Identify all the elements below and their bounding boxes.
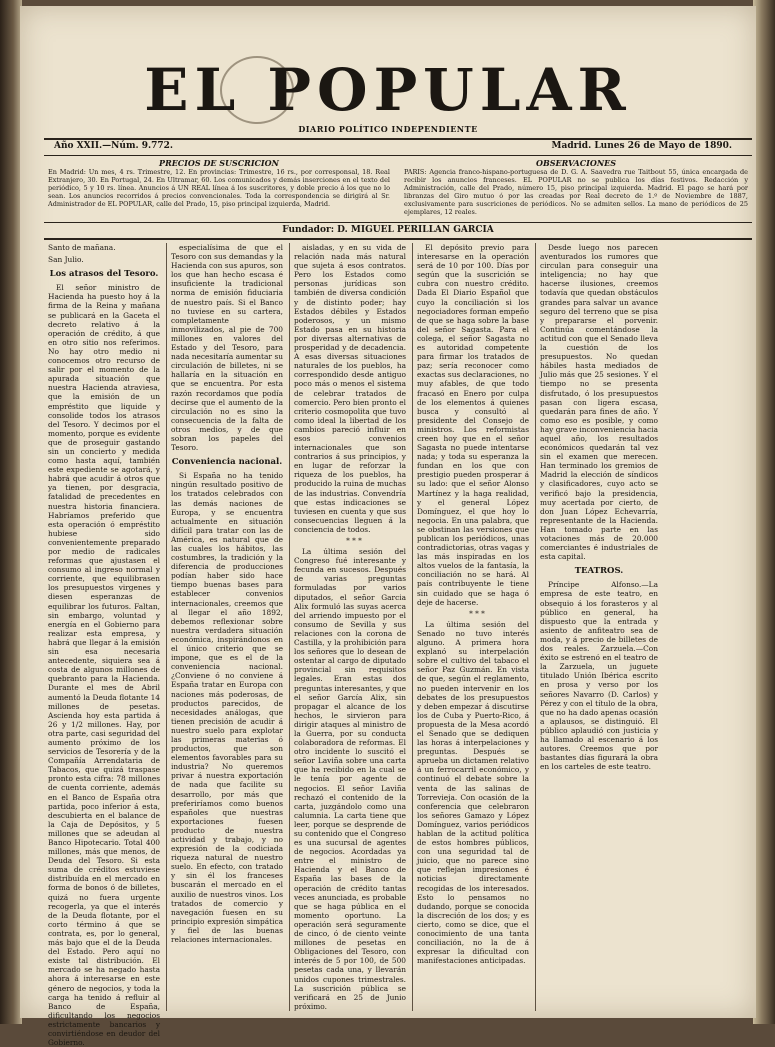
article-body: Desde luego nos parecen aventurados los rumores que circulan para conseguir una inteligencia; no hay que hacerse ilusiones, creemos todavía que quedan obstáculos grandes para salvar un avance seguro del terreno que se pisa y prepararse el porvenir. Continúa comentándose la actitud con que el Senado lleva la cuestión de los presupuestos. No quedan hábiles hasta mediados de Julio más que 25 sesiones. Y el tiempo no se presenta disfrutado, ó los presupuestos pasan con ligera escasa, quedarán para fines de año. Y como eso es posible, y como hay grave inconveniencia hacia aquel año, los resultados económicos quedarán tal vez sin el examen que merecen. Han terminado los gremios de Madrid la elección de síndicos y clasificadores, cuyo acto se verificó bajo la presidencia, muy acertada por cierto, de don Juan López Echevarría, representante de la Hacienda. Han tomado parte en las votaciones más de 20.000 comerciantes é industriales de esta capital. xyxy=(540,243,658,562)
column-3 xyxy=(294,243,406,1011)
article-body: La última sesión del Senado no tuvo interés alguno. A primera hora explanó su interpelación sobre el cultivo del tabaco el señor Paz Guzmán. En vista de que, según el reglamento, no pueden intervenir en los debates de los presupuestos y deben empezar á discutirse los de Cuba y Puerto-Rico, á propuesta de la Mesa acordó el Senado que se dediquen las horas á interpelaciones y preguntas. Después se aprueba un dictamen relativo á un ferrocarril económico, y continuó el debate sobre la venta de las salinas de Torrevieja. Con ocasión de la conferencia que celebraron los señores Gamazo y López Domínguez, varios periódicos hablan de la actitud política de estos hombres públicos, con una seguridad tal de juicio, que no parece sino que reflejan impresiones é noticias directamente recogidas de los interesados. Esto lo pensamos no dudando, porque se conocida la discreción de los dos; y es cierto, como se dice, que el conocimiento de una tanta conciliación, no la de á expresar la dificultad con manifestaciones anticipadas. xyxy=(417,619,529,966)
saint-name: San Julio. xyxy=(48,255,84,265)
rule-founder-top xyxy=(44,222,752,223)
observaciones-title: OBSERVACIONES xyxy=(535,158,617,168)
article-body: La última sesión del Congreso fué interesante y fecunda en sucesos. Después de varias preguntas formuladas por varios diputados, el señor Garcia Alix formuló las suyas acerca del arriendo impuesto por el consumo de Sevilla y sus relaciones con la corona de Castilla, y la prohibición para los señores que lo desean de ostentar al cargo de diputado provincial sin requisitos legales. Eran estas dos preguntas interesantes, y que el señor García Alix, sin propagar el alcance de los hechos, le sirvieron para dirigir ataques al ministro de la Guerra, por su conducta colaboradora de reformas. El otro incidente lo suscitó el señor Laviña sobre una carta que ha recibido en la cual se le tenía por agente de negocios. El señor Laviña rechazó el contenido de la carta, juzgándolo como una calumnia. La carta tiene que leer, porque se desprende de su contenido que el Congreso es una sucursal de agentes de negocios. Acordadas ya entre el ministro de Hacienda y el Banco de España las bases de la operación de crédito tantas veces anunciada, es probable que se haga pública en el momento oportuno. La operación será seguramente de cinco, ó de ciento veinte millones de pesetas en Obligaciones del Tesoro, con interés de 5 por 100, de 500 pesetas cada una, y llevarán unidos cupones trimestrales. La suscrición pública se verificará en 25 de Junio próximo. xyxy=(294,547,406,1011)
observaciones-text: PARIS: Agencia franco-hispano-portuguesa de D. G. A. Saavedra rue Taitbout 55, única encargada de recibir los anuncios franceses. EL POPULAR no se publica los días festivos. Redacción y Administración, calle del Prado, número 15, piso principal izquierda. Madrid. El pago se hará por libranzas del Giro mutuo ó por las creadas por Real decreto de 1.º de Noviembre de 1887, exclusivamente para suscriciones de periódicos. No se admiten sellos. La mano de periódicos de 25 ejemplares, 12 reales. xyxy=(404,168,748,216)
column-separator xyxy=(535,243,536,1011)
article-body: El señor ministro de Hacienda ha puesto hoy á la firma de la Reina y mañana se publicará en la Gaceta el decreto relativo á la operación de crédito, á que en otro sitio nos referimos. No hay otro medio ni conocemos otro recurso de salir por el momento de la apurada situación que nuestra Hacienda atraviesa, que la emisión de un empréstito que liquide y consolide todos los atrasos del Tesoro. Y decimos por el momento, porque es evidente que de proseguir gastando sin un concierto y medida como hasta aquí, también este expediente se agotará, y habrá que acudir á otros que ya tienen, por desgracia, fatalidad de precedentes en nuestra historia financiera. Habríamos preferido que esta operación ó empréstito hubiese sido convenientemente preparado por medio de radicales reformas que ajustasen el consumo al ingreso normal y corriente, que equilibrasen los presupuestos virgenes y diesen esperanzas de equilibrar los futuros. Faltan, sin embargo, voluntad y energía en el Gobierno para realizar esta empresa, y habrá que llegar á la emisión sin esa necesaria antecedente, siquiera sea á costa de algunos millones de quebranto para la Hacienda. Durante el mes de Abril aumentó la Deuda flotante 14 millones de pesetas. Ascienda hoy esta partida á 26 y 1/2 millones. Hay, por otra parte, casi seguridad del aumento próximo de los servicios de Tesorería y de la Compañía Arrendataria de Tabacos, que quizá traspase pronto esta cifra: 78 millones de cuenta corriente, además en el Banco de España otra partida, poco inferior á esta, descubierta en el balance de la Caja de Depósitos, y 5 millones que se adeudan al Banco Hipotecario. Total 400 millones, más que menos, de Deuda del Tesoro. Si esta suma de créditos estuviese distribuída en el mercado en forma de bonos ó de billetes, quizá no fuera urgente recogerla, ya que el interés de la Deuda flotante, por el corto término á que se contrata, es, por lo general, más bajo que el de la Deuda del Estado. Pero aquí no existe tal distribución. El mercado se ha negado hasta ahora á interesarse en este género de negocios, y toda la carga ha tenido á refluir al Banco de España, dificultando los negocios estrictamente bancarios y convirtiéndose en deudor del Gobierno. xyxy=(48,283,160,1047)
column-4 xyxy=(417,243,529,1011)
year-number: Año XXII.—Núm. 9.772. xyxy=(54,141,174,151)
scan-binding-left xyxy=(0,0,22,1024)
section-title: Conveniencia nacional. xyxy=(171,457,283,468)
rule-info xyxy=(44,155,752,156)
place-date: Madrid. Lunes 26 de Mayo de 1890. xyxy=(551,141,732,151)
article-body: Príncipe Alfonso.—La empresa de este teatro, en obsequio á los forasteros y al público en general, ha dispuesto que la entrada y asiento de anfiteatro sea de moda, y á precio de billetes de dos reales. Zarzuela.—Con éxito se estrenó en el teatro de la Zarzuela, un juguete titulado Unión Ibérica escrito en prosa y verso por los señores Navarro (D. Carlos) y Pérez y con el título de la obra, que no ha dado apenas ocasión a aplausos, se distinguió. El público aplaudió con justicia y ha llamado al escenario á los autores. Creemos que por bastantes días figurará la obra en los carteles de este teatro. xyxy=(540,580,658,772)
rule-top xyxy=(44,138,752,140)
suscripcion-title: PRECIOS DE SUSCRICION xyxy=(159,158,279,168)
section-divider: * * * xyxy=(469,608,485,618)
section-divider: * * * xyxy=(346,536,362,545)
section-title: Los atrasos del Tesoro. xyxy=(49,269,159,280)
rule-founder-bottom xyxy=(44,238,752,240)
column-separator xyxy=(289,243,290,1011)
section-title: TEATROS. xyxy=(574,566,624,577)
column-separator xyxy=(412,243,413,1011)
founder-line: Fundador: D. MIGUEL PERILLAN GARCIA xyxy=(282,225,494,235)
column-2 xyxy=(171,243,283,1011)
scan-binding-right xyxy=(753,0,775,1024)
newspaper-page xyxy=(20,6,756,1047)
column-1 xyxy=(48,243,160,1047)
article-body: especialísima de que el Tesoro con sus demandas y la Hacienda con sus apuros, son los que han hecho escasa é insuficiente la tradicional norma de emisión fiduciaria de nuestro país. Si el Banco no tuviese en su cartera, completamente inmovilizados, al pie de 700 millones en valores del Estado y del Tesoro, para nada necesitaría aumentar su circulación de billetes, ni se hallaría en la situación en que se encuentra. Por esta razón recordamos que podía decirse que el aumento de la circulación no es sino la consecuencia de la falta de otros medios, y de que sobran los papeles del Tesoro. xyxy=(171,243,283,453)
article-body: Si España no ha tenido ningún resultado positivo de los tratados celebrados con las demás naciones de Europa, y se encuentra actualmente en situación difícil para tratar con las de América, es natural que de las cuales los hábitos, las costumbres, la tradición y la diferencia de producciones podían haber sido hace tiempo buenas bases para establecer convenios internacionales, creemos que al llegar el año 1892, debemos reflexionar sobre nuestra verdadera situación económica, inspirándonos en el único criterio que se impone, que es el de la conveniencia nacional. ¿Conviene ó no conviene á España tratar en Europa con naciones más poderosas, de productos parecidos, de necesidades análogas, que tienen precisión de acudir á nuestro suelo para explotar las primeras materias ó productos, que son elementos favorables para su industria? No queremos privar á nuestra exportación de nada que facilite su desarrollo, por más que preferiríamos como buenos españoles que nuestras exportaciones fuesen producto de nuestra actividad y trabajo, y no expresión de la codiciada riqueza natural de nuestro suelo. En efecto, con tratado y sin él los franceses buscarán el mercado en el auxilio de nuestros vinos. Los tratados de comercio y navegación fuesen en su principio expresión simpática y fiel de las buenas relaciones internacionales. xyxy=(171,471,283,945)
article-body: aisladas, y en su vida de relación nada más natural que sujeta á esos contratos. Pero los Estados como personas jurídicas son también de diversa condición y de distinto poder; hay Estados débiles y Estados poderosos, y un mismo Estado pasa en su historia por diversas alternativas de prosperidad y de decadencia. A esas diversas situaciones naturales de los pueblos, ha correspondido desde antiguo poco más o menos el sistema de celebrar tratados de comercio. Pero bien pronto el criterio cosmopolita que tuvo como ideal la libertad de los cambios pareció influir en esos convenios internacionales que son contrarios á sus principios, y en lugar de reforzar la riqueza de los pueblos, ha producido la ruina de muchas de las industrias. Convendría que estas indicaciones se tuviesen en cuenta y que sus consecuencias lleguen á la conciencia de todos. xyxy=(294,243,406,534)
masthead: EL POPULAR xyxy=(144,56,632,124)
article-body: El depósito previo para interesarse en la operación será de 10 por 100. Días por según que la suscrición se cubra con nuestro crédito. Dada El Diario Español que cuyo la conciliación si los negociadores forman empeño de que se haga sobre la base del señor Sagasta. Para el colega, el señor Sagasta no es autoridad competente para firmar los tratados de paz; sería reconocer como exactas sus declaraciones, no muy afables, de que todo fracasó en Enero por culpa de los elementos á quienes busca y consultó al presidente del Consejo de ministros. Los reformistas creen hoy que en el señor Sagasta no puede intentarse nada; y toda su esperanza la fundan en los que con prestigio pueden prosperar á su lado: que el señor Alonso Martínez y la haga realidad, y el general López Domínguez, el que hoy lo negocia. En una palabra, que se obstinan las versiones que publican los periódicos, unas contradictorias, otras vagas y las más inspiradas en los altos vuelos de la fantasía, la conciliación no se hará. Al país contribuyente le tiene sin cuidado que se haga ó deje de hacerse. xyxy=(417,243,529,607)
subtitle: DIARIO POLÍTICO INDEPENDIENTE xyxy=(298,124,478,134)
column-separator xyxy=(166,243,167,1011)
saint-heading: Santo de mañana. xyxy=(48,243,116,252)
suscripcion-text: En Madrid: Un mes, 4 rs. Trimestre, 12. En provincias: Trimestre, 16 rs., por corresponsal, 18. Real Extranjero, 30. En Portugal, 24. En Ultramar, 60. Los comunicados y demás inserciones en el texto del periódico, 5 y 10 rs. línea. Anuncios á UN REAL línea á los suscritores, y doble precio á los que no lo sean. Los anuncios recorridos á precios convencionales. Toda la correspondencia se dirigirá al Sr. Administrador de EL POPULAR, calle del Prado, 15, piso principal izquierda, Madrid. xyxy=(48,168,390,208)
column-5 xyxy=(540,243,658,1011)
